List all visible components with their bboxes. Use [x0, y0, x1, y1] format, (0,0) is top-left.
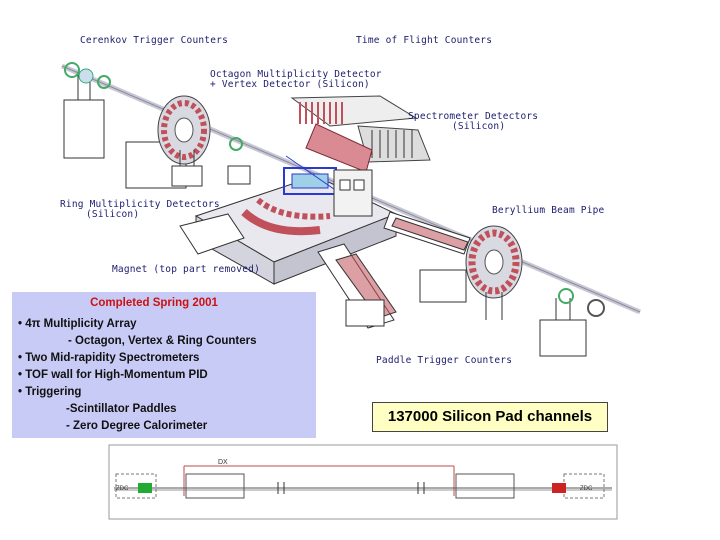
zdc-left-label: ZDC: [116, 486, 129, 492]
magnet-and-spectrometers: [180, 96, 430, 284]
detector-stand: [228, 166, 250, 184]
list-item: -Scintillator Paddles: [66, 403, 177, 415]
spectrometer-detectors-label: Spectrometer Detectors: [408, 111, 539, 122]
paddle-trigger-label: Paddle Trigger Counters: [376, 355, 513, 366]
cerenkov-counters-label: Cerenkov Trigger Counters: [80, 35, 228, 46]
completion-heading: Completed Spring 2001: [90, 297, 218, 309]
list-item: - Octagon, Vertex & Ring Counters: [68, 335, 257, 347]
zdc-right-label: ZDC: [580, 486, 593, 492]
dx-label: DX: [218, 459, 228, 466]
detector-summary-panel: [12, 292, 316, 438]
zdc-left-marker: [138, 483, 152, 493]
list-item: • Triggering: [18, 386, 82, 398]
beamline-schematic: [108, 444, 618, 520]
list-item: • TOF wall for High-Momentum PID: [18, 369, 208, 381]
ring-detectors-label: Ring Multiplicity Detectors: [60, 199, 220, 210]
time-of-flight-label: Time of Flight Counters: [356, 35, 493, 46]
vertex-detector-label: + Vertex Detector (Silicon): [210, 79, 370, 90]
paddle-trigger-stand: [540, 289, 604, 356]
octagon-detector-label: Octagon Multiplicity Detector: [210, 69, 382, 80]
list-item: - Zero Degree Calorimeter: [66, 420, 208, 432]
ring-silicon-label: (Silicon): [86, 209, 140, 220]
beryllium-beam-pipe-label: Beryllium Beam Pipe: [492, 205, 605, 216]
list-item: • Two Mid-rapidity Spectrometers: [18, 352, 200, 364]
zdc-right-marker: [552, 483, 566, 493]
list-item: • 4π Multiplicity Array: [18, 318, 137, 330]
silicon-pad-channels-callout: 137000 Silicon Pad channels: [372, 402, 608, 432]
magnet-label: Magnet (top part removed): [112, 264, 260, 275]
spectrometer-silicon-label: (Silicon): [452, 121, 506, 132]
